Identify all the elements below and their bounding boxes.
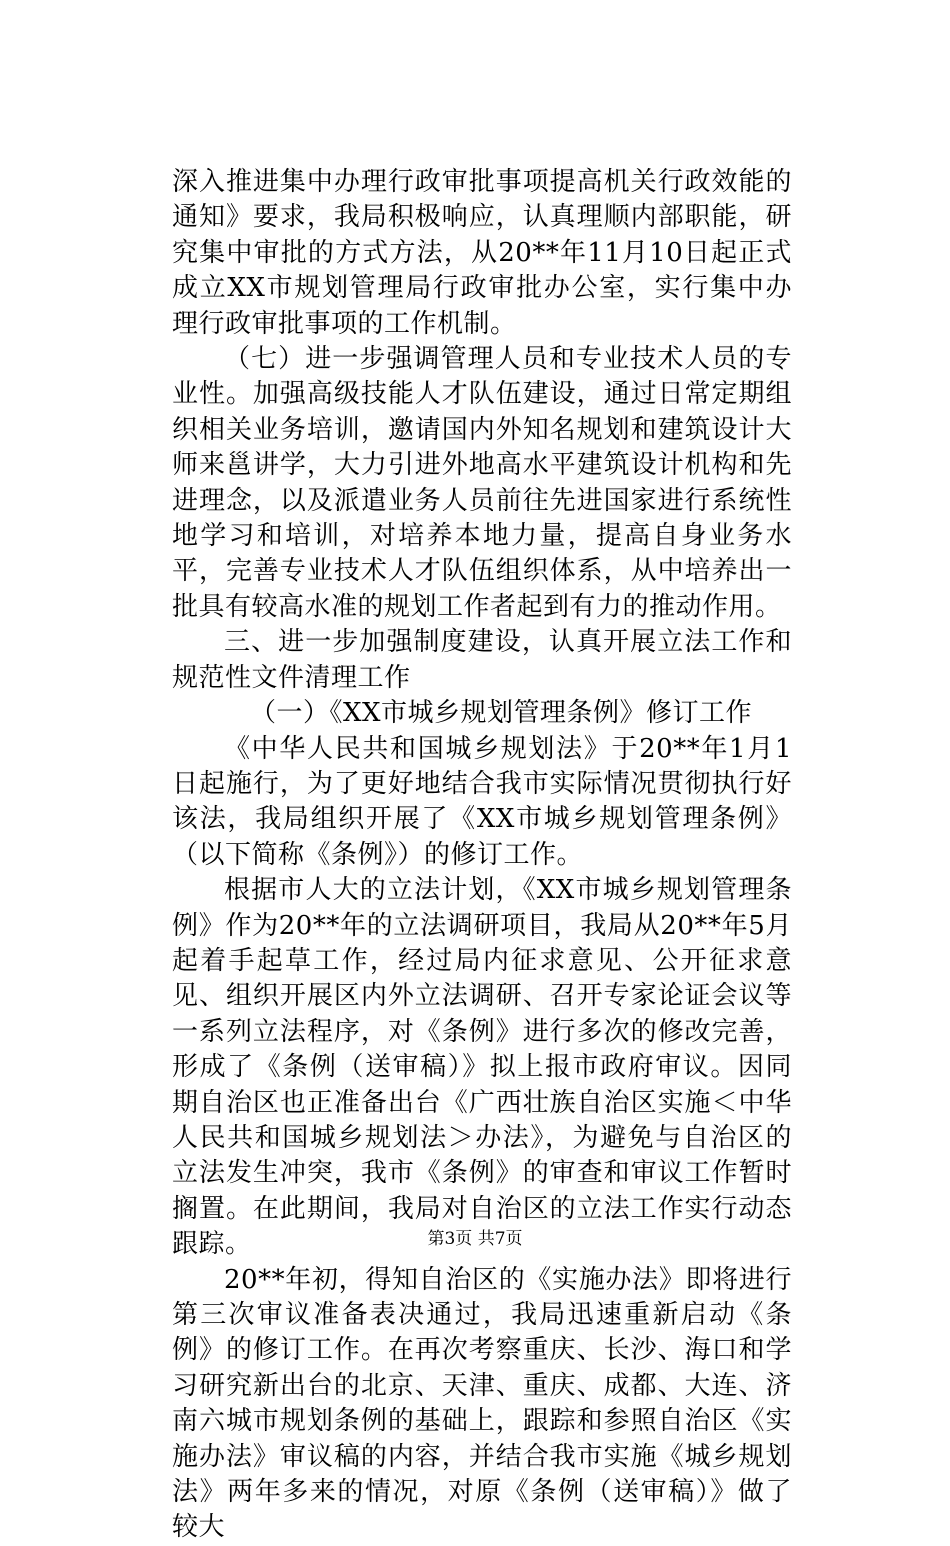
paragraph-revision-restart: 20**年初，得知自治区的《实施办法》即将进行第三次审议准备表决通过，我局迅速重新启动《条例》的修订工作。在再次考察重庆、长沙、海口和学习研究新出台的北京、天津、重庆、成都、大连、济南六城市规划条例的基础上，跟踪和参照自治区《实施办法》审议稿的内容，并结合我市实施《城乡规划法》两年多来的情况，对原《条例（送审稿）》做了较大: [172, 1264, 792, 1543]
paragraph-legislative-plan: 根据市人大的立法计划，《XX市城乡规划管理条例》作为20**年的立法调研项目，我局从20**年5月起着手起草工作，经过局内征求意见、公开征求意见、组织开展区内外立法调研、召开专家论证会议等一系列立法程序，对《条例》进行多次的修改完善，形成了《条例（送审稿）》拟上报市政府审议。因同期自治区也正准备出台《广西壮族自治区实施＜中华人民共和国城乡规划法＞办法》，为避免与自治区的立法发生冲突，我市《条例》的审查和审议工作暂时搁置。在此期间，我局对自治区的立法工作实行动态跟踪。: [172, 875, 792, 1260]
page-number-footer: 第3页 共7页: [427, 1229, 523, 1249]
section-heading-three: 三、进一步加强制度建设，认真开展立法工作和规范性文件清理工作: [172, 627, 792, 693]
subsection-heading-one: （一）《XX市城乡规划管理条例》修订工作: [250, 698, 753, 729]
paragraph-law-enactment: 《中华人民共和国城乡规划法》于20**年1月1日起施行，为了更好地结合我市实际情况贯彻执行好该法，我局组织开展了《XX市城乡规划管理条例》（以下简称《条例》）的修订工作。: [172, 733, 792, 870]
paragraph-continuation: 深入推进集中办理行政审批事项提高机关行政效能的通知》要求，我局积极响应，认真理顺内部职能，研究集中审批的方式方法，从20**年11月10日起正式成立XX市规划管理局行政审批办公室，实行集中办理行政审批事项的工作机制。: [172, 167, 792, 339]
document-body: [172, 165, 792, 1546]
paragraph-item-seven: （七）进一步强调管理人员和专业技术人员的专业性。加强高级技能人才队伍建设，通过日常定期组织相关业务培训，邀请国内外知名规划和建筑设计大师来邕讲学，大力引进外地高水平建筑设计机构和先进理念，以及派遣业务人员前往先进国家进行系统性地学习和培训，对培养本地力量，提高自身业务水平，完善专业技术人才队伍组织体系，从中培养出一批具有较高水准的规划工作者起到有力的推动作用。: [172, 344, 792, 622]
